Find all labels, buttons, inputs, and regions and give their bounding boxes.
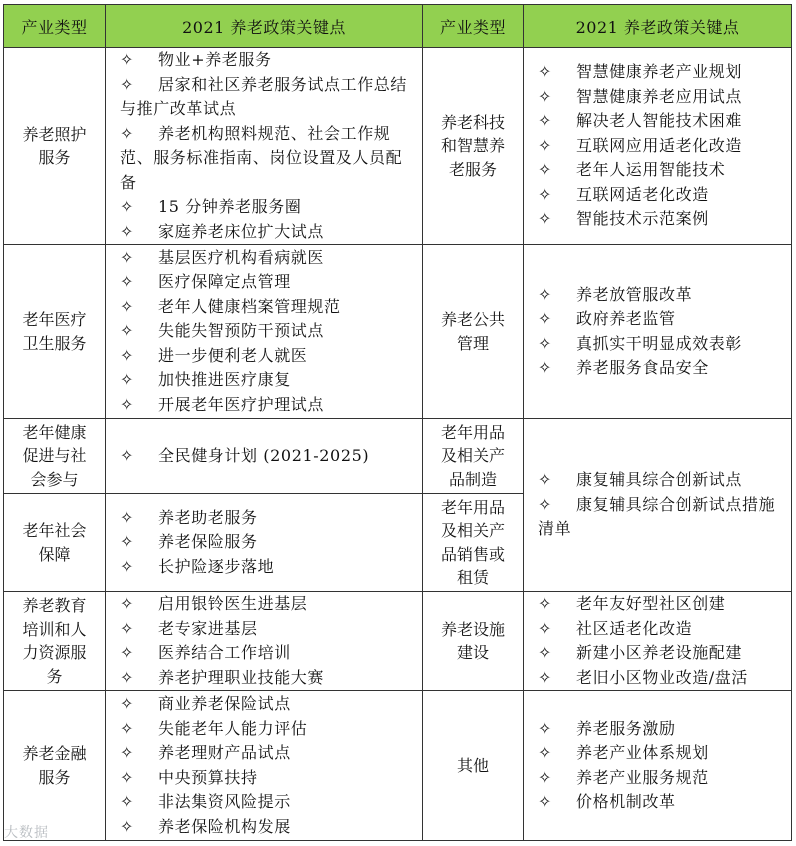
list-item: ✧ 全民健身计划 (2021-2025) <box>120 444 418 469</box>
diamond-bullet-icon: ✧ <box>538 767 553 787</box>
list-item: ✧ 家庭养老床位扩大试点 <box>120 220 418 245</box>
header-industry-type-left: 产业类型 <box>4 5 106 48</box>
diamond-bullet-icon: ✧ <box>120 74 135 94</box>
category-cell: 其他 <box>423 691 524 841</box>
list-item: ✧ 康复辅具综合创新试点 <box>538 468 787 493</box>
policy-list <box>106 245 423 419</box>
category-cell: 老年健康促进与社会参与 <box>4 419 106 494</box>
list-item: ✧ 失能失智预防干预试点 <box>120 319 418 344</box>
table-row <box>4 592 792 691</box>
policy-table <box>3 4 792 841</box>
category-cell: 老年医疗卫生服务 <box>4 245 106 419</box>
list-item: ✧ 智能技术示范案例 <box>538 207 787 232</box>
policy-list <box>106 419 423 494</box>
list-item: ✧ 养老服务食品安全 <box>538 356 787 381</box>
diamond-bullet-icon: ✧ <box>538 333 553 353</box>
header-policy-points-left: 2021 养老政策关键点 <box>106 5 423 48</box>
list-item: ✧ 启用银铃医生进基层 <box>120 592 418 617</box>
list-item: ✧ 养老放管服改革 <box>538 283 787 308</box>
list-item: ✧ 新建小区养老设施配建 <box>538 641 787 666</box>
diamond-bullet-icon: ✧ <box>538 135 553 155</box>
list-item: ✧ 养老保险服务 <box>120 530 418 555</box>
list-item: ✧ 老专家进基层 <box>120 617 418 642</box>
policy-list <box>106 592 423 691</box>
list-item: ✧ 养老助老服务 <box>120 506 418 531</box>
list-item: ✧ 医疗保障定点管理 <box>120 270 418 295</box>
list-item: ✧ 养老产业服务规范 <box>538 766 787 791</box>
list-item: ✧ 养老产业体系规划 <box>538 741 787 766</box>
list-item: ✧ 养老护理职业技能大赛 <box>120 666 418 691</box>
policy-list <box>106 494 423 592</box>
diamond-bullet-icon: ✧ <box>538 160 553 180</box>
table-row <box>4 48 792 245</box>
list-item: ✧ 互联网适老化改造 <box>538 183 787 208</box>
policy-list <box>524 419 792 592</box>
category-cell: 养老教育培训和人力资源服务 <box>4 592 106 691</box>
diamond-bullet-icon: ✧ <box>538 470 553 490</box>
list-item: ✧ 基层医疗机构看病就医 <box>120 246 418 271</box>
list-item: ✧ 价格机制改革 <box>538 790 787 815</box>
list-item: ✧ 智慧健康养老应用试点 <box>538 85 787 110</box>
diamond-bullet-icon: ✧ <box>120 556 135 576</box>
policy-list <box>524 245 792 419</box>
diamond-bullet-icon: ✧ <box>538 618 553 638</box>
diamond-bullet-icon: ✧ <box>538 284 553 304</box>
list-item: ✧ 养老理财产品试点 <box>120 741 418 766</box>
category-cell: 养老科技和智慧养老服务 <box>423 48 524 245</box>
diamond-bullet-icon: ✧ <box>538 86 553 106</box>
diamond-bullet-icon: ✧ <box>120 767 135 787</box>
diamond-bullet-icon: ✧ <box>120 394 135 414</box>
diamond-bullet-icon: ✧ <box>120 507 135 527</box>
diamond-bullet-icon: ✧ <box>120 247 135 267</box>
list-item: ✧ 老旧小区物业改造/盘活 <box>538 666 787 691</box>
diamond-bullet-icon: ✧ <box>120 123 135 143</box>
diamond-bullet-icon: ✧ <box>120 816 135 836</box>
list-item: ✧ 15 分钟养老服务圈 <box>120 195 418 220</box>
diamond-bullet-icon: ✧ <box>120 594 135 613</box>
category-cell: 养老金融服务 <box>4 691 106 841</box>
diamond-bullet-icon: ✧ <box>538 358 553 377</box>
diamond-bullet-icon: ✧ <box>120 643 135 662</box>
list-item: ✧ 老年人健康档案管理规范 <box>120 295 418 320</box>
list-item: ✧ 社区适老化改造 <box>538 617 787 642</box>
diamond-bullet-icon: ✧ <box>120 321 135 341</box>
diamond-bullet-icon: ✧ <box>120 197 135 216</box>
diamond-bullet-icon: ✧ <box>538 494 553 514</box>
diamond-bullet-icon: ✧ <box>538 184 553 204</box>
header-row <box>4 5 792 48</box>
category-cell: 老年用品及相关产品制造 <box>423 419 524 494</box>
diamond-bullet-icon: ✧ <box>538 743 553 762</box>
policy-list <box>524 48 792 245</box>
diamond-bullet-icon: ✧ <box>120 618 135 638</box>
list-item: ✧ 长护险逐步落地 <box>120 555 418 580</box>
policy-list <box>524 691 792 841</box>
list-item: ✧ 真抓实干明显成效表彰 <box>538 332 787 357</box>
policy-list <box>106 691 423 841</box>
diamond-bullet-icon: ✧ <box>538 718 553 738</box>
header-policy-points-right: 2021 养老政策关键点 <box>524 5 792 48</box>
policy-list <box>106 48 423 245</box>
list-item: ✧ 养老机构照料规范、社会工作规范、服务标准指南、岗位设置及人员配备 <box>120 123 403 192</box>
list-item: ✧ 老年人运用智能技术 <box>538 158 787 183</box>
table-row <box>4 419 792 494</box>
diamond-bullet-icon: ✧ <box>120 743 135 762</box>
diamond-bullet-icon: ✧ <box>538 62 553 82</box>
list-item: ✧ 商业养老保险试点 <box>120 692 418 717</box>
list-item: ✧ 加快推进医疗康复 <box>120 368 418 393</box>
diamond-bullet-icon: ✧ <box>538 667 553 687</box>
list-item: ✧ 非法集资风险提示 <box>120 790 418 815</box>
list-item: ✧ 养老保险机构发展 <box>120 815 418 840</box>
diamond-bullet-icon: ✧ <box>120 667 135 687</box>
diamond-bullet-icon: ✧ <box>120 718 135 738</box>
list-item: ✧ 医养结合工作培训 <box>120 641 418 666</box>
diamond-bullet-icon: ✧ <box>120 50 135 69</box>
list-item: ✧ 智慧健康养老产业规划 <box>538 60 787 85</box>
list-item: ✧ 互联网应用适老化改造 <box>538 134 787 159</box>
watermark: 大数据 <box>4 825 49 841</box>
list-item: ✧ 进一步便利老人就医 <box>120 344 418 369</box>
diamond-bullet-icon: ✧ <box>538 792 553 811</box>
category-cell: 养老公共管理 <box>423 245 524 419</box>
list-item: ✧ 老年友好型社区创建 <box>538 592 787 617</box>
list-item: ✧ 居家和社区养老服务试点工作总结与推广改革试点 <box>120 74 408 118</box>
header-industry-type-right: 产业类型 <box>423 5 524 48</box>
category-cell: 养老设施建设 <box>423 592 524 691</box>
diamond-bullet-icon: ✧ <box>120 370 135 390</box>
diamond-bullet-icon: ✧ <box>538 209 553 229</box>
diamond-bullet-icon: ✧ <box>120 694 135 713</box>
diamond-bullet-icon: ✧ <box>120 221 135 241</box>
list-item: ✧ 政府养老监管 <box>538 307 787 332</box>
diamond-bullet-icon: ✧ <box>538 643 553 662</box>
list-item: ✧ 开展老年医疗护理试点 <box>120 393 418 418</box>
list-item: ✧ 解决老人智能技术困难 <box>538 109 787 134</box>
diamond-bullet-icon: ✧ <box>120 296 135 316</box>
list-item: ✧ 康复辅具综合创新试点措施清单 <box>538 494 776 539</box>
category-cell: 老年社会保障 <box>4 494 106 592</box>
category-cell: 养老照护服务 <box>4 48 106 245</box>
diamond-bullet-icon: ✧ <box>120 345 135 365</box>
diamond-bullet-icon: ✧ <box>120 532 135 552</box>
list-item: ✧ 养老服务激励 <box>538 717 787 742</box>
diamond-bullet-icon: ✧ <box>120 272 135 292</box>
policy-list <box>524 592 792 691</box>
list-item: ✧ 中央预算扶持 <box>120 766 418 791</box>
table-row <box>4 691 792 841</box>
diamond-bullet-icon: ✧ <box>120 445 135 465</box>
diamond-bullet-icon: ✧ <box>120 792 135 811</box>
diamond-bullet-icon: ✧ <box>538 309 553 328</box>
diamond-bullet-icon: ✧ <box>538 111 553 131</box>
diamond-bullet-icon: ✧ <box>538 594 553 613</box>
category-cell: 老年用品及相关产品销售或租赁 <box>423 494 524 592</box>
list-item: ✧ 物业+养老服务 <box>120 48 418 73</box>
table-row <box>4 245 792 419</box>
list-item: ✧ 失能老年人能力评估 <box>120 717 418 742</box>
